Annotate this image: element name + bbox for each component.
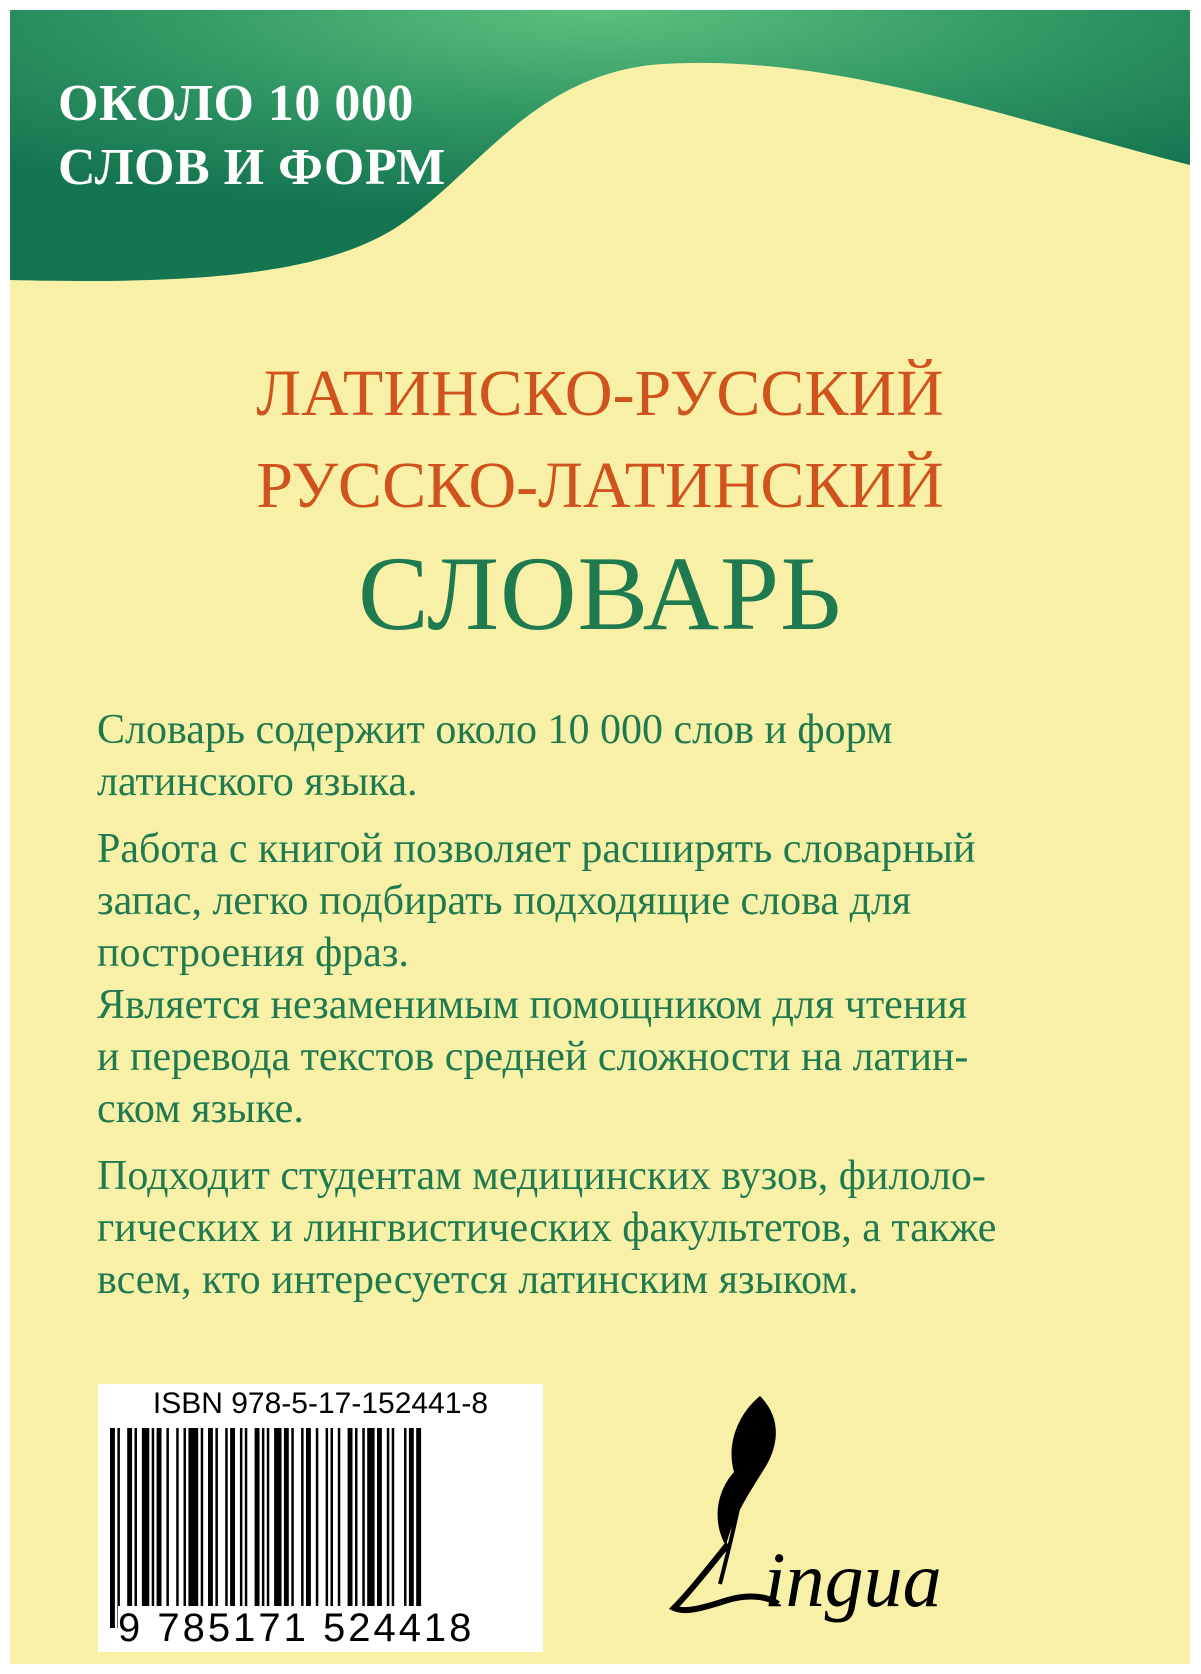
description-line: латинского языка.	[97, 759, 418, 805]
description-text	[97, 704, 1107, 1306]
title-line-latin-russian: ЛАТИНСКО-РУССКИЙ	[256, 357, 944, 430]
barcode-bars	[110, 1428, 531, 1628]
description-line: Работа с книгой позволяет расширять словарный	[97, 826, 976, 872]
description-line: всем, кто интересуется латинским языком.	[97, 1257, 859, 1303]
description-line: запас, легко подбирать подходящие слова для	[97, 878, 912, 924]
isbn-label: ISBN 978-5-17-152441-8	[152, 1387, 489, 1420]
description-line: ском языке.	[97, 1086, 304, 1132]
badge-line-1: ОКОЛО 10 000	[58, 75, 414, 132]
description-line: построения фраз.	[97, 930, 409, 976]
description-line: Является незаменимым помощником для чтения	[97, 982, 968, 1028]
lingua-logo	[668, 1394, 1008, 1624]
description-line: и перевода текстов средней сложности на латин-	[97, 1034, 969, 1080]
description-line: гических и лингвистических факультетов, а также	[97, 1205, 997, 1251]
title-dictionary: СЛОВАРЬ	[358, 535, 842, 652]
title-line-russian-latin: РУССКО-ЛАТИНСКИЙ	[256, 449, 944, 522]
book-back-cover	[10, 10, 1190, 1664]
word-count-badge	[58, 72, 446, 200]
description-line: Словарь содержит около 10 000 слов и форм	[97, 707, 893, 753]
badge-line-2: СЛОВ И ФОРМ	[58, 139, 446, 196]
logo-text: ingua	[764, 1536, 942, 1623]
description-line: Подходит студентам медицинских вузов, филоло-	[97, 1153, 986, 1199]
isbn-barcode	[98, 1384, 543, 1652]
barcode-digits: 9 785171 524418	[118, 1606, 533, 1650]
